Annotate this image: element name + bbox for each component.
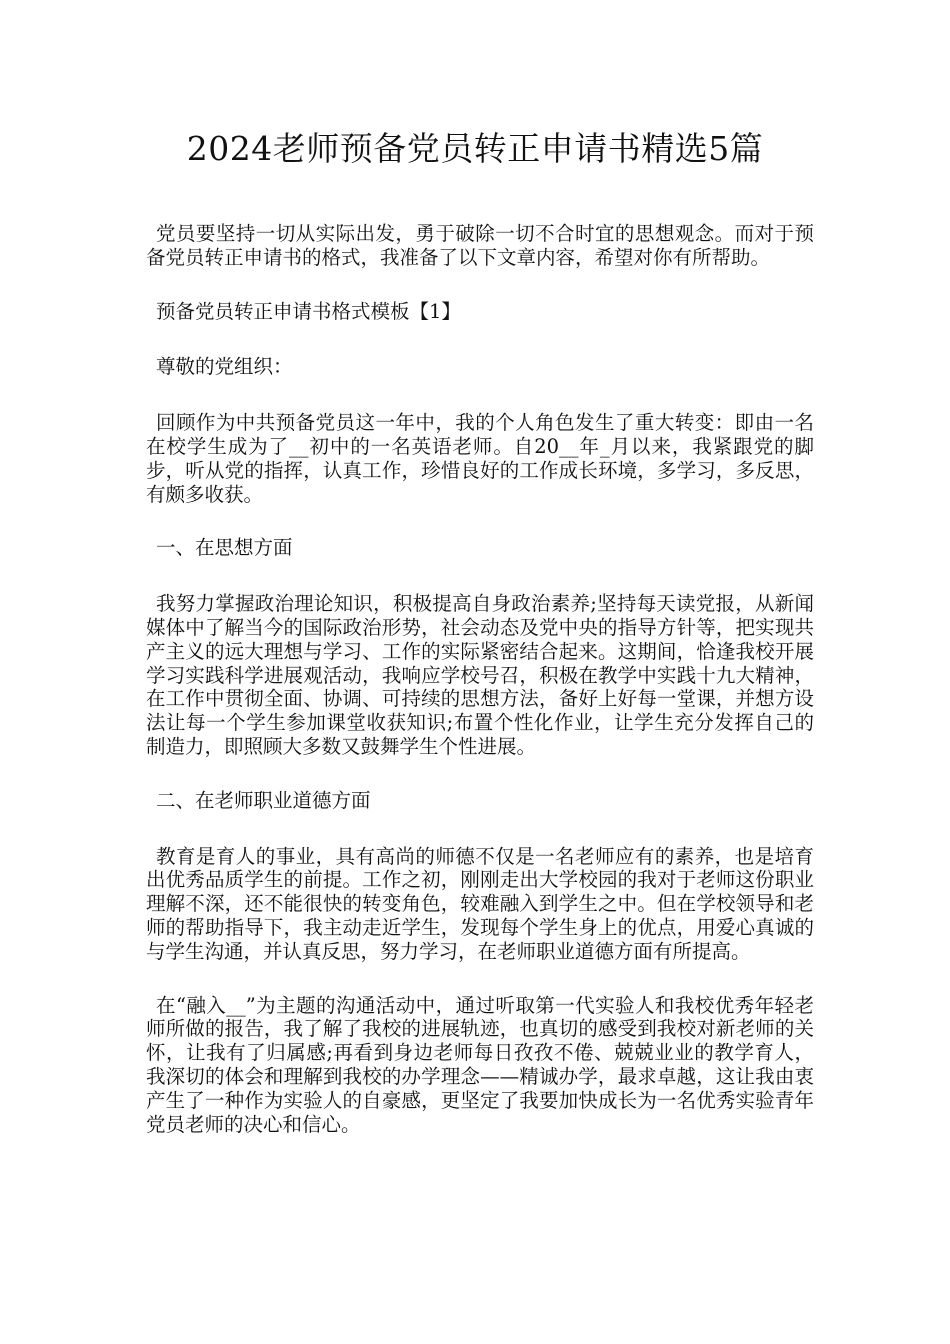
document-title: 2024老师预备党员转正申请书精选5篇 [186, 129, 764, 168]
salutation: 尊敬的党组织： [156, 355, 293, 379]
section-heading-ethics: 二、在老师职业道德方面 [156, 788, 371, 812]
thought-paragraph: 我努力掌握政治理论知识，积极提高自身政治素养;坚持每天读党报，从新闻媒体中了解当今的国际政治形势，社会动态及党中央的指导方针等，把实现共产主义的远大理想与学习、工作的实际紧密结合起来。这期间，恰逢我校开展学习实践科学进展观活动，我响应学校号召，积极在教学中实践十九大精神，在工作中贯彻全面、协调、可持续的思想方法，备好上好每一堂课，并想方设法让每一个学生参加课堂收获知识;布置个性化作业，让学生充分发挥自己的制造力，即照顾大多数又鼓舞学生个性进展。 [146, 592, 814, 758]
review-paragraph: 回顾作为中共预备党员这一年中，我的个人角色发生了重大转变：即由一名在校学生成为了__初中的一名英语老师。自20__年_月以来，我紧跟党的脚步，听从党的指挥，认真工作，珍惜良好的工作成长环境，多学习，多反思，有颇多收获。 [146, 411, 814, 506]
section-heading-thought: 一、在思想方面 [156, 536, 293, 560]
template-heading: 预备党员转正申请书格式模板【1】 [156, 299, 461, 323]
integration-paragraph: 在“融入__”为主题的沟通活动中，通过听取第一代实验人和我校优秀年轻老师所做的报告，我了解了我校的进展轨迹，也真切的感受到我校对新老师的关怀，让我有了归属感;再看到身边老师每日孜孜不倦、兢兢业业的教学育人，我深切的体会和理解到我校的办学理念——精诚办学，最求卓越，这让我由衷产生了一种作为实验人的自豪感，更坚定了我要加快成长为一名优秀实验青年党员老师的决心和信心。 [146, 993, 814, 1136]
document-body [146, 222, 814, 1166]
intro-paragraph: 党员要坚持一切从实际出发，勇于破除一切不合时宜的思想观念。而对于预备党员转正申请书的格式，我准备了以下文章内容，希望对你有所帮助。 [146, 222, 814, 269]
ethics-paragraph: 教育是育人的事业，具有高尚的师德不仅是一名老师应有的素养，也是培育出优秀品质学生的前提。工作之初，刚刚走出大学校园的我对于老师这份职业理解不深，还不能很快的转变角色，较难融入到学生之中。但在学校领导和老师的帮助指导下，我主动走近学生，发现每个学生身上的优点，用爱心真诚的与学生沟通，并认真反思，努力学习，在老师职业道德方面有所提高。 [146, 844, 814, 963]
